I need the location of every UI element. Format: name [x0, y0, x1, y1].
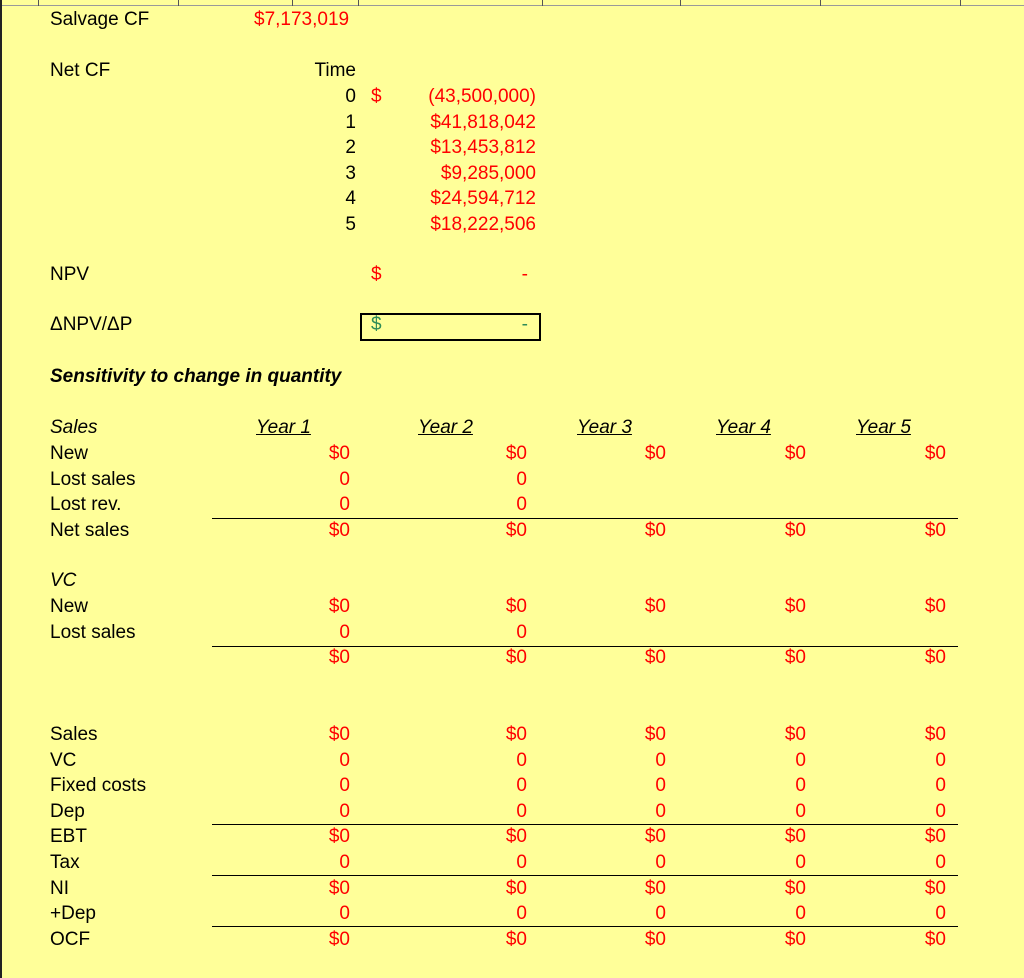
- npv-dollar[interactable]: $: [371, 264, 382, 285]
- value-cell[interactable]: 0: [339, 775, 350, 797]
- ocf-rule: [212, 926, 958, 927]
- value-cell[interactable]: $0: [784, 877, 806, 899]
- value-cell[interactable]: $0: [328, 928, 350, 950]
- value-cell[interactable]: $0: [505, 596, 527, 617]
- value-cell[interactable]: 0: [655, 800, 666, 822]
- year-header[interactable]: Year 5: [856, 417, 911, 438]
- net-cf-label[interactable]: Net CF: [50, 60, 111, 81]
- net-sales-rule: [212, 518, 958, 519]
- value-cell[interactable]: 0: [516, 903, 527, 925]
- value-cell[interactable]: 0: [795, 775, 806, 797]
- net-cf-value-cell[interactable]: $9,285,000: [440, 162, 536, 184]
- row-label[interactable]: +Dep: [50, 903, 96, 925]
- value-cell[interactable]: 0: [339, 852, 350, 873]
- sensitivity-title[interactable]: Sensitivity to change in quantity: [50, 366, 342, 387]
- value-cell[interactable]: $0: [924, 647, 946, 669]
- value-cell[interactable]: 0: [339, 621, 350, 643]
- value-cell[interactable]: 0: [935, 800, 946, 822]
- value-cell[interactable]: $0: [784, 596, 806, 617]
- value-cell[interactable]: $0: [784, 928, 806, 950]
- year-header[interactable]: Year 2: [418, 417, 473, 438]
- cell-tick: [542, 0, 543, 6]
- row-label[interactable]: Lost sales: [50, 621, 136, 643]
- value-cell[interactable]: $0: [644, 596, 666, 617]
- sheet-left-border: [0, 0, 2, 978]
- value-cell[interactable]: $0: [924, 724, 946, 745]
- sales-section-header[interactable]: Sales: [50, 417, 98, 438]
- dollar-sign-cell[interactable]: $: [371, 86, 382, 107]
- value-cell[interactable]: $0: [328, 877, 350, 899]
- row-label[interactable]: New: [50, 443, 89, 464]
- value-cell[interactable]: $0: [328, 724, 350, 745]
- value-cell[interactable]: $0: [924, 596, 946, 617]
- value-cell[interactable]: 0: [935, 775, 946, 797]
- row-label[interactable]: Dep: [50, 800, 85, 822]
- row-label[interactable]: NI: [50, 877, 69, 899]
- value-cell[interactable]: $0: [644, 443, 666, 464]
- value-cell[interactable]: 0: [935, 903, 946, 925]
- value-cell[interactable]: $0: [505, 724, 527, 745]
- delta-npv-value: -: [521, 314, 528, 335]
- value-cell[interactable]: $0: [505, 928, 527, 950]
- value-cell[interactable]: $0: [784, 826, 806, 848]
- year-header[interactable]: Year 1: [256, 417, 311, 438]
- value-cell[interactable]: $0: [328, 647, 350, 669]
- value-cell[interactable]: $0: [644, 877, 666, 899]
- row-label[interactable]: Lost sales: [50, 468, 136, 490]
- cell-tick: [680, 0, 681, 6]
- net-cf-value-cell[interactable]: $18,222,506: [430, 214, 536, 235]
- net-cf-value-cell[interactable]: (43,500,000): [428, 86, 536, 107]
- value-cell[interactable]: 0: [795, 852, 806, 873]
- time-header[interactable]: Time: [314, 60, 356, 81]
- salvage-cf-value[interactable]: $7,173,019: [254, 9, 350, 30]
- value-cell[interactable]: 0: [339, 800, 350, 822]
- time-cell[interactable]: 3: [345, 162, 356, 184]
- value-cell[interactable]: 0: [795, 800, 806, 822]
- value-cell[interactable]: $0: [644, 519, 666, 541]
- salvage-cf-label[interactable]: Salvage CF: [50, 9, 150, 30]
- row-label[interactable]: OCF: [50, 928, 91, 950]
- value-cell[interactable]: 0: [935, 749, 946, 771]
- value-cell[interactable]: $0: [328, 826, 350, 848]
- value-cell[interactable]: 0: [655, 775, 666, 797]
- row-label[interactable]: VC: [50, 749, 77, 771]
- cell-tick: [178, 0, 179, 6]
- year-header[interactable]: Year 4: [716, 417, 771, 438]
- value-cell[interactable]: $0: [505, 519, 527, 541]
- npv-label[interactable]: NPV: [50, 264, 90, 285]
- cell-tick: [292, 0, 293, 6]
- time-cell[interactable]: 0: [345, 86, 356, 107]
- cell-tick: [358, 0, 359, 6]
- value-cell[interactable]: $0: [505, 443, 527, 464]
- value-cell[interactable]: $0: [328, 596, 350, 617]
- net-cf-value-cell[interactable]: $41,818,042: [430, 111, 536, 133]
- year-header[interactable]: Year 3: [577, 417, 632, 438]
- net-cf-value-cell[interactable]: $24,594,712: [430, 188, 536, 210]
- value-cell[interactable]: $0: [505, 877, 527, 899]
- delta-npv-label[interactable]: ΔNPV/ΔP: [50, 314, 133, 335]
- value-cell[interactable]: $0: [924, 928, 946, 950]
- cell-tick: [38, 0, 39, 6]
- value-cell[interactable]: 0: [339, 749, 350, 771]
- row-label[interactable]: Lost rev.: [50, 494, 122, 516]
- value-cell[interactable]: $0: [784, 443, 806, 464]
- row-label[interactable]: EBT: [50, 826, 87, 848]
- value-cell[interactable]: 0: [516, 468, 527, 490]
- cell-tick: [960, 0, 961, 6]
- value-cell[interactable]: $0: [784, 519, 806, 541]
- net-cf-value-cell[interactable]: $13,453,812: [430, 137, 536, 159]
- value-cell[interactable]: $0: [924, 877, 946, 899]
- row-label[interactable]: Fixed costs: [50, 775, 147, 797]
- ni-rule: [212, 875, 958, 876]
- value-cell[interactable]: 0: [516, 775, 527, 797]
- value-cell[interactable]: 0: [655, 749, 666, 771]
- value-cell[interactable]: $0: [784, 724, 806, 745]
- value-cell[interactable]: $0: [644, 826, 666, 848]
- value-cell[interactable]: $0: [505, 826, 527, 848]
- value-cell[interactable]: 0: [339, 494, 350, 516]
- row-label[interactable]: New: [50, 596, 89, 617]
- value-cell[interactable]: $0: [784, 647, 806, 669]
- value-cell[interactable]: 0: [339, 903, 350, 925]
- value-cell[interactable]: 0: [655, 903, 666, 925]
- time-cell[interactable]: 4: [345, 188, 356, 210]
- value-cell[interactable]: $0: [328, 519, 350, 541]
- npv-value[interactable]: -: [521, 264, 528, 285]
- time-cell[interactable]: 2: [345, 137, 356, 159]
- cell-tick: [820, 0, 821, 6]
- value-cell[interactable]: $0: [644, 928, 666, 950]
- value-cell[interactable]: 0: [516, 800, 527, 822]
- value-cell[interactable]: 0: [516, 621, 527, 643]
- vc-total-rule: [212, 646, 958, 647]
- value-cell[interactable]: 0: [935, 852, 946, 873]
- value-cell[interactable]: 0: [795, 749, 806, 771]
- value-cell[interactable]: 0: [655, 852, 666, 873]
- row-label[interactable]: Sales: [50, 724, 98, 745]
- value-cell[interactable]: $0: [924, 443, 946, 464]
- value-cell[interactable]: $0: [328, 443, 350, 464]
- value-cell[interactable]: $0: [644, 724, 666, 745]
- value-cell[interactable]: 0: [516, 494, 527, 516]
- value-cell[interactable]: 0: [516, 749, 527, 771]
- sheet-top-row-border: [2, 0, 1024, 6]
- row-label[interactable]: Tax: [50, 852, 80, 873]
- value-cell[interactable]: $0: [644, 647, 666, 669]
- value-cell[interactable]: $0: [924, 826, 946, 848]
- value-cell[interactable]: 0: [339, 468, 350, 490]
- time-cell[interactable]: 1: [345, 111, 356, 133]
- vc-section-header[interactable]: VC: [50, 570, 77, 591]
- delta-npv-dollar: $: [371, 314, 382, 335]
- ebt-rule: [212, 824, 958, 825]
- value-cell[interactable]: 0: [516, 852, 527, 873]
- value-cell[interactable]: 0: [795, 903, 806, 925]
- time-cell[interactable]: 5: [345, 214, 356, 235]
- value-cell[interactable]: $0: [924, 519, 946, 541]
- value-cell[interactable]: $0: [505, 647, 527, 669]
- row-label[interactable]: Net sales: [50, 519, 130, 541]
